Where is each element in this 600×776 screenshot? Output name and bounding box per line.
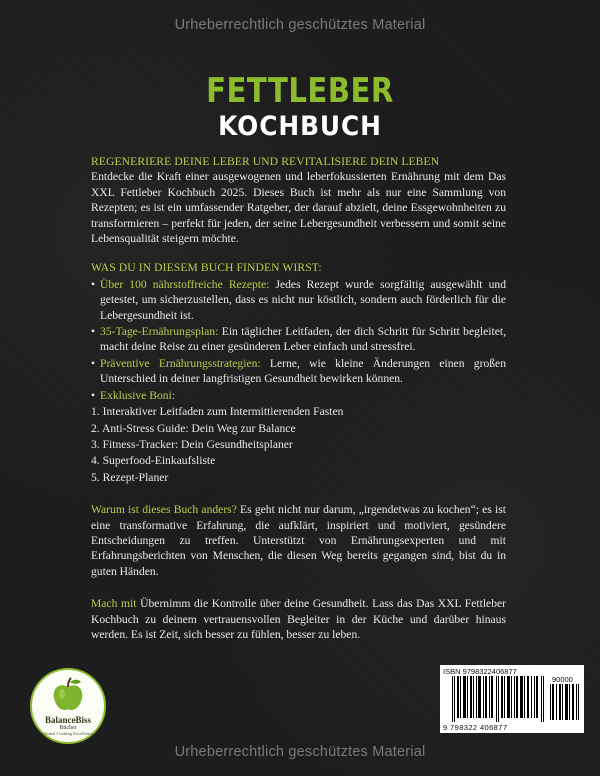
cta-label: Mach mit <box>91 597 137 611</box>
why-paragraph <box>91 502 506 579</box>
isbn-barcode <box>440 665 584 733</box>
item-text: Ein täglicher Leitfaden, der dich Schritt für Schritt begleitet, macht deine Reise zu einer gesünderen Leber einfach und stressfrei. <box>100 325 506 354</box>
isbn-label: ISBN 9798322406877 <box>443 667 517 676</box>
price-barcode-icon <box>550 684 580 720</box>
title-line-2: KOCHBUCH <box>218 111 382 142</box>
title-line-1: FETTLEBER <box>206 71 394 111</box>
list-item <box>91 277 506 323</box>
publisher-name: BalanceBiss <box>44 715 91 725</box>
item-label: 35-Tage-Ernährungsplan: <box>100 325 219 339</box>
bonus-item: 2. Anti-Stress Guide: Dein Weg zur Balance <box>91 421 296 435</box>
item-label: Präventive Ernährungsstrategien: <box>100 356 261 370</box>
item-label: Über 100 nährstoffreiche Rezepte: <box>100 277 270 291</box>
intro-body: Entdecke die Kraft einer ausgewogenen und leberfokussierten Ernährung mit dem Das XXL Fettleber Kochbuch 2025. Dieses Buch ist mehr als nur eine Sammlung von Rezepten; es ist ein umfassender Ratgeber, der darauf abzielt, deine Essgewohnheiten zu transformieren – perfekt für jeden, der seine Lebergesundheit verbessern und somit seine Lebensqualität steigern möchte. <box>91 170 506 246</box>
why-label: Warum ist dieses Buch anders? <box>91 503 237 517</box>
publisher-tagline: Global Cooking Excellence <box>43 731 93 736</box>
bonus-item: 1. Interaktiver Leitfaden zum Intermittierenden Fasten <box>91 405 344 419</box>
copyright-watermark-top: Urheberrechtlich geschütztes Material <box>174 17 426 33</box>
bonus-item: 3. Fitness-Tracker: Dein Gesundheitsplaner <box>91 437 293 451</box>
bonus-list <box>91 404 506 485</box>
bonus-item: 5. Rezept-Planer <box>91 470 169 484</box>
contents-list <box>91 277 506 403</box>
cta-text: Übernimm die Kontrolle über deine Gesundheit. Lass das Das XXL Fettleber Kochbuch zu deinem vertrauensvollen Begleiter in der Küche und darüber hinaus werden. Es ist Zeit, sich besser zu fühlen, besser zu leben. <box>91 597 506 641</box>
bonus-item: 4. Superfood-Einkaufsliste <box>91 454 216 468</box>
copyright-watermark-bottom: Urheberrechtlich geschütztes Material <box>174 744 426 760</box>
list-item <box>91 388 506 403</box>
book-title <box>0 72 600 142</box>
back-cover-text <box>91 154 506 642</box>
why-text: Es geht nicht nur darum, „irgendetwas zu kochen“; es ist eine transformative Erfahrung, die aufklärt, inspiriert und motiviert, gesündere Entscheidungen zu treffen. Unterstützt von Ernährungsexperten und mit Erfahrungsberichten von Menschen, die diesen Weg bereits gegangen sind, bist du in guten Händen. <box>91 503 507 578</box>
barcode-digits: 9 798322 406877 <box>443 723 508 732</box>
contents-heading: WAS DU IN DIESEM BUCH FINDEN WIRST: <box>91 261 322 275</box>
item-text: Jedes Rezept wurde sorgfältig ausgewählt und getestet, um sicherzustellen, dass es nicht nur köstlich, sondern auch förderlich für die Lebergesundheit ist. <box>100 277 506 322</box>
barcode-bars-icon <box>452 676 546 722</box>
price-code: 90000 <box>552 675 573 684</box>
list-item <box>91 324 506 355</box>
intro-heading: REGENERIERE DEINE LEBER UND REVITALISIERE DEIN LEBEN <box>91 155 440 168</box>
publisher-logo <box>30 668 106 744</box>
publisher-sub: Bücher <box>59 725 77 731</box>
item-label: Exklusive Boni: <box>100 388 176 402</box>
apple-icon <box>48 676 88 716</box>
item-text: Lerne, wie kleine Änderungen einen großen Unterschied in deiner langfristigen Gesundheit bewirken können. <box>100 356 506 386</box>
cta-paragraph <box>91 596 506 642</box>
list-item <box>91 356 506 387</box>
